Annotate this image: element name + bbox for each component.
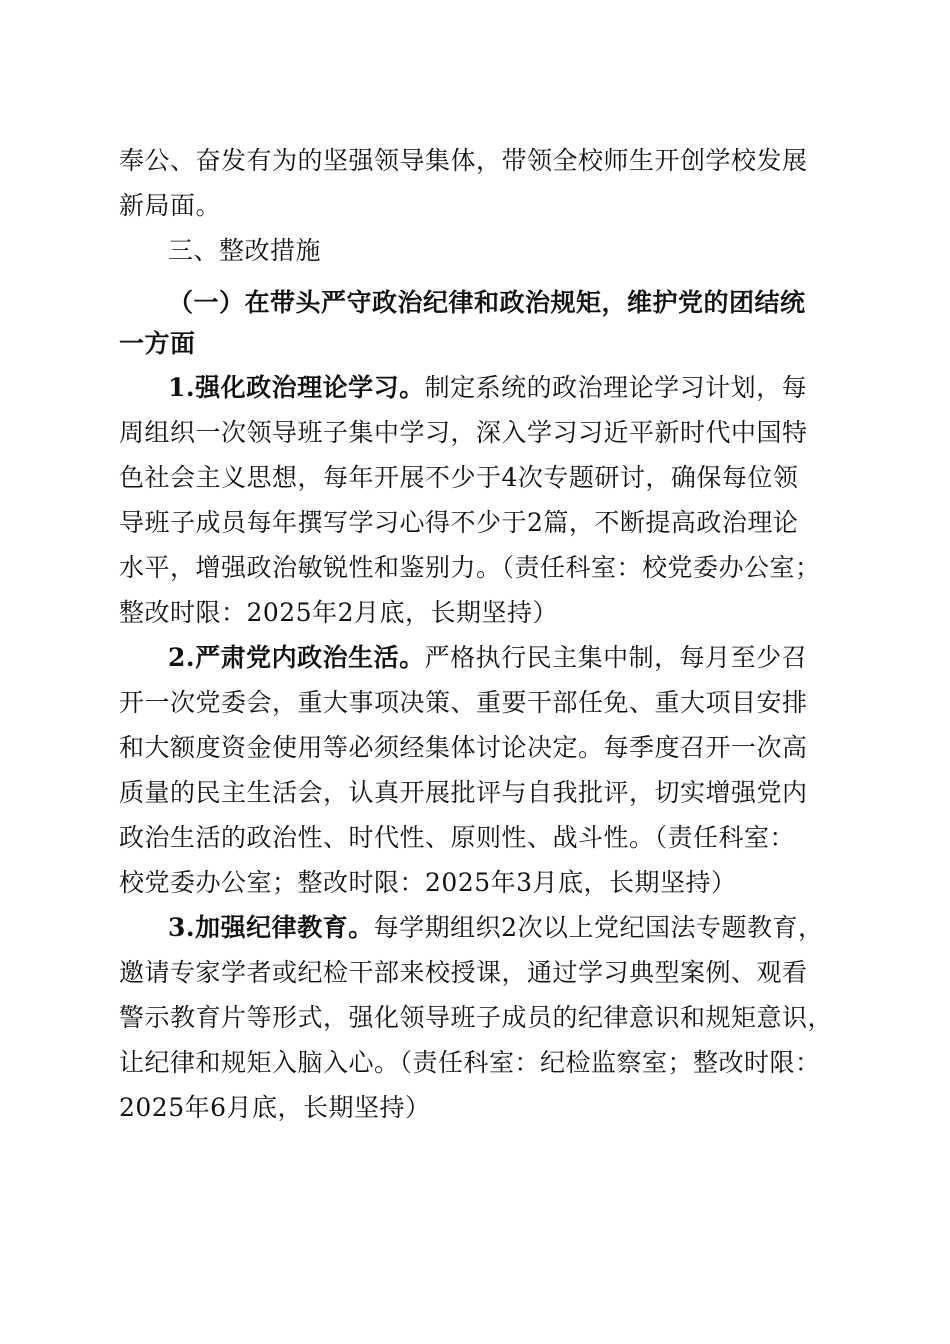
item-3-line: 邀请专家学者或纪检干部来校授课，通过学习典型案例、观看: [119, 958, 808, 987]
item-1-title: 1.强化政治理论学习。: [168, 373, 425, 402]
item-2-title: 2.严肃党内政治生活。: [168, 643, 425, 672]
item-1-text: 制定系统的政治理论学习计划，每: [424, 373, 808, 402]
item-2-line: 政治生活的政治性、时代性、原则性、战斗性。（责任科室：: [119, 823, 796, 852]
intro-line-2: 新局面。: [119, 191, 222, 220]
item-3-title: 3.加强纪律教育。: [168, 913, 374, 942]
item-2-first-line: [168, 636, 807, 680]
item-2-line: 校党委办公室；整改时限：2025年3月底，长期坚持）: [119, 868, 737, 897]
item-3-first-line: [168, 906, 824, 950]
item-3-line: 2025年6月底，长期坚持）: [119, 1093, 431, 1122]
intro-line-1: 奉公、奋发有为的坚强领导集体，带领全校师生开创学校发展: [119, 146, 808, 175]
subsection-heading-line-2: 一方面: [119, 329, 196, 358]
item-1-line: 色社会主义思想，每年开展不少于4次专题研讨，确保每位领: [119, 463, 799, 492]
item-1-first-line: [168, 366, 807, 410]
item-1-line: 周组织一次领导班子集中学习，深入学习习近平新时代中国特: [119, 418, 808, 447]
section-heading: 三、整改措施: [168, 236, 322, 265]
subsection-heading-line-1: （一）在带头严守政治纪律和政治规矩，维护党的团结统: [168, 288, 806, 317]
item-2-text: 严格执行民主集中制，每月至少召: [424, 643, 808, 672]
item-3-text: 每学期组织2次以上党纪国法专题教育，: [373, 913, 824, 942]
item-2-line: 开一次党委会，重大事项决策、重要干部任免、重大项目安排: [119, 688, 808, 717]
item-1-line: 水平，增强政治敏锐性和鉴别力。（责任科室：校党委办公室；: [119, 553, 821, 582]
item-1-line: 整改时限：2025年2月底，长期坚持）: [119, 598, 559, 627]
item-3-line: 让纪律和规矩入脑入心。（责任科室：纪检监察室；整改时限：: [119, 1048, 821, 1077]
item-2-line: 和大额度资金使用等必须经集体讨论决定。每季度召开一次高: [119, 733, 808, 762]
item-2-line: 质量的民主生活会，认真开展批评与自我批评，切实增强党内: [119, 778, 808, 807]
item-3-line: 警示教育片等形式，强化领导班子成员的纪律意识和规矩意识，: [119, 1003, 834, 1032]
item-1-line: 导班子成员每年撰写学习心得不少于2篇，不断提高政治理论: [119, 508, 799, 537]
